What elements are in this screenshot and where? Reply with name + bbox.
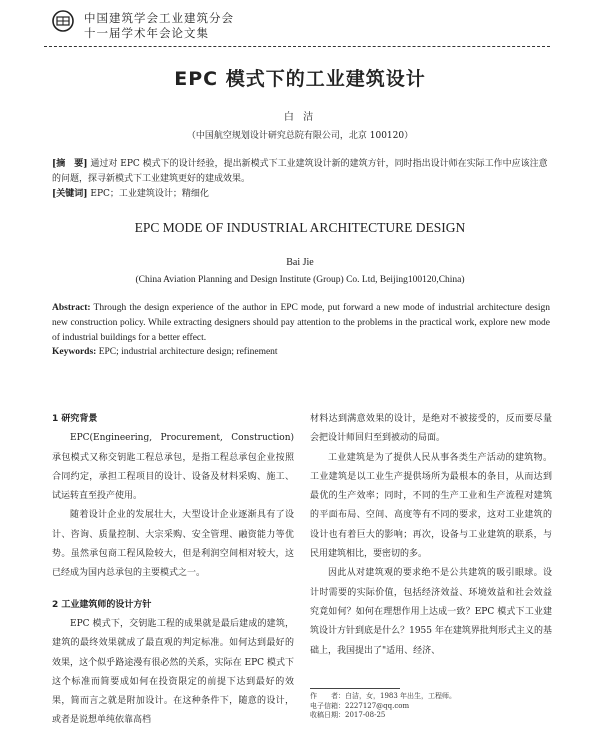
section-2-paragraph-1: EPC 模式下，交钥匙工程的成果就是最后建成的建筑，建筑的最终效果就成了最直观的判定标准。如何达到最好的效果，这个似乎路途漫有很必然的关系，实际在 EPC 模式下这个标准而简要成如何在投资限定的前提下达到最好的效果，简而言之就是附加设计。在这种条件下，随意的设计，或者是说想单纯依靠高档 xyxy=(52,618,294,726)
abstract-chinese-text: 通过对 EPC 模式下的设计经验，提出新模式下工业建筑设计新的建筑方针，同时指出设计师在实际工作中应该注意的问题，探寻新模式下工业建筑更好的建成效果。 xyxy=(52,159,548,184)
author-english: Bai Jie xyxy=(286,257,314,268)
section-2-heading: 2 工业建筑师的设计方针 xyxy=(52,599,152,610)
body-right-column xyxy=(310,410,552,661)
keywords-chinese-text: EPC；工业建筑设计；精细化 xyxy=(90,189,209,199)
right-paragraph-3: 因此从对建筑观的要求绝不是公共建筑的吸引眼球。设计时需要的实际价值，包括经济效益、环境效益和社会效益究竟如何？如何在理想作用上达成一致？EPC 模式下工业建筑设计方针到底是什么？1955 年在建筑界批判形式主义的基础上，我国提出了"适用、经济、 xyxy=(310,568,552,656)
footnote-email: 电子信箱：2227127@qq.com xyxy=(310,701,410,710)
abstract-chinese xyxy=(52,157,550,187)
keywords-chinese-label: [关键词] xyxy=(52,189,88,199)
abstract-english-text: Through the design experience of the author in EPC mode, put forward a new mode of industrial architecture design new construction policy. While extracting designers should pay attention to the problems in the practical work, explore new mode of industrial buildings for a better effect. xyxy=(52,303,550,343)
header-divider xyxy=(44,46,550,49)
abstract-english xyxy=(52,301,550,346)
affiliation-english: (China Aviation Planning and Design Institute (Group) Co. Ltd, Beijing100120,China) xyxy=(135,275,465,285)
keywords-chinese xyxy=(52,186,550,199)
section-1-heading: 1 研究背景 xyxy=(52,414,98,424)
footnote-divider xyxy=(310,688,400,689)
title-chinese: EPC 模式下的工业建筑设计 xyxy=(174,68,426,90)
keywords-english xyxy=(52,347,550,357)
section-1-paragraph-1: EPC(Engineering, Procurement, Construction) 承包模式又称交钥匙工程总承包，是指工程总承包企业按照合同约定，承担工程项目的设计、设备及材料采购、施工、试运转直至投产使用。 xyxy=(52,433,294,502)
proceedings-header-line2: 十一届学术年会论文集 xyxy=(84,26,209,40)
footnote-received: 收稿日期：2017-08-25 xyxy=(310,711,386,719)
abstract-chinese-label: [摘 要] xyxy=(52,159,88,169)
footnote-author: 作 者：白洁，女，1983 年出生，工程师。 xyxy=(310,692,457,700)
author-chinese: 白 洁 xyxy=(283,112,317,123)
right-paragraph-1: 材料达到满意效果的设计，是绝对不被接受的，反而要尽量会把设计师回归至到被动的局面。 xyxy=(310,414,552,444)
body-left-column xyxy=(52,410,294,731)
keywords-english-text: EPC; industrial architecture design; refinement xyxy=(98,347,278,357)
proceedings-header-line1: 中国建筑学会工业建筑分会 xyxy=(84,11,234,25)
society-logo-icon xyxy=(52,10,74,32)
affiliation-chinese: （中国航空规划设计研究总院有限公司，北京 100120） xyxy=(186,131,414,141)
section-1-paragraph-2: 随着设计企业的发展壮大，大型设计企业逐渐具有了设计、咨询、质量控制、大宗采购、安全管理、融资能力等优势。虽然承包商工程风险较大，但是利润空间相对较大，这已经成为国内总承包的主要模式之一。 xyxy=(52,510,294,579)
title-english: EPC MODE OF INDUSTRIAL ARCHITECTURE DESIGN xyxy=(134,220,466,235)
keywords-english-label: Keywords: xyxy=(52,347,97,357)
footnote xyxy=(310,692,550,721)
right-paragraph-2: 工业建筑是为了提供人民从事各类生产活动的建筑物。工业建筑是以工业生产提供场所为最根本的条目，从而达到最优的生产效率；同时，不同的生产工业和生产流程对建筑的平面布局、空间、高度等有不同的要求，这对工业建筑的设计也有着巨大的影响；再次，设备与工业建筑的联系，与民用建筑相比，要密切的多。 xyxy=(310,452,552,560)
abstract-english-label: Abstract: xyxy=(52,303,91,313)
